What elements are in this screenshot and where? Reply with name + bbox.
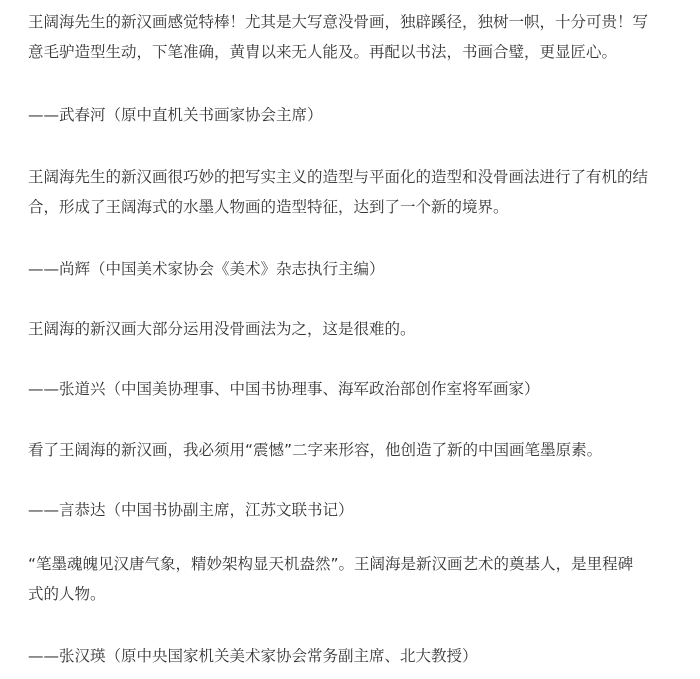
attribution: ——言恭达（中国书协副主席，江苏文联书记） xyxy=(28,501,354,519)
quote-line: 王阔海先生的新汉画感觉特棒！尤其是大写意没骨画，独辟蹊径，独树一帜，十分可贵！写 xyxy=(28,13,649,31)
quote-line: 王阔海先生的新汉画很巧妙的把写实主义的造型与平面化的造型和没骨画法进行了有机的结 xyxy=(28,168,649,186)
attribution: ——武春河（原中直机关书画家协会主席） xyxy=(28,106,323,124)
quote-line: 合，形成了王阔海式的水墨人物画的造型特征，达到了一个新的境界。 xyxy=(28,198,509,216)
attribution: ——尚辉（中国美术家协会《美术》杂志执行主编） xyxy=(28,260,385,278)
quote-line: 看了王阔海的新汉画，我必须用“震憾”二字来形容，他创造了新的中国画笔墨原素。 xyxy=(28,441,603,459)
attribution: ——张道兴（中国美协理事、中国书协理事、海军政治部创作室将军画家） xyxy=(28,380,540,398)
quote-line: 王阔海的新汉画大部分运用没骨画法为之，这是很难的。 xyxy=(28,320,416,338)
quote-line: 意毛驴造型生动，下笔准确，黄胄以来无人能及。再配以书法，书画合璧，更显匠心。 xyxy=(28,43,618,61)
quote-line: 式的人物。 xyxy=(28,585,106,603)
quote-line: “笔墨魂魄见汉唐气象，精妙架构显天机盎然”。王阔海是新汉画艺术的奠基人，是里程碑 xyxy=(28,555,634,573)
attribution: ——张汉瑛（原中央国家机关美术家协会常务副主席、北大教授） xyxy=(28,647,478,665)
